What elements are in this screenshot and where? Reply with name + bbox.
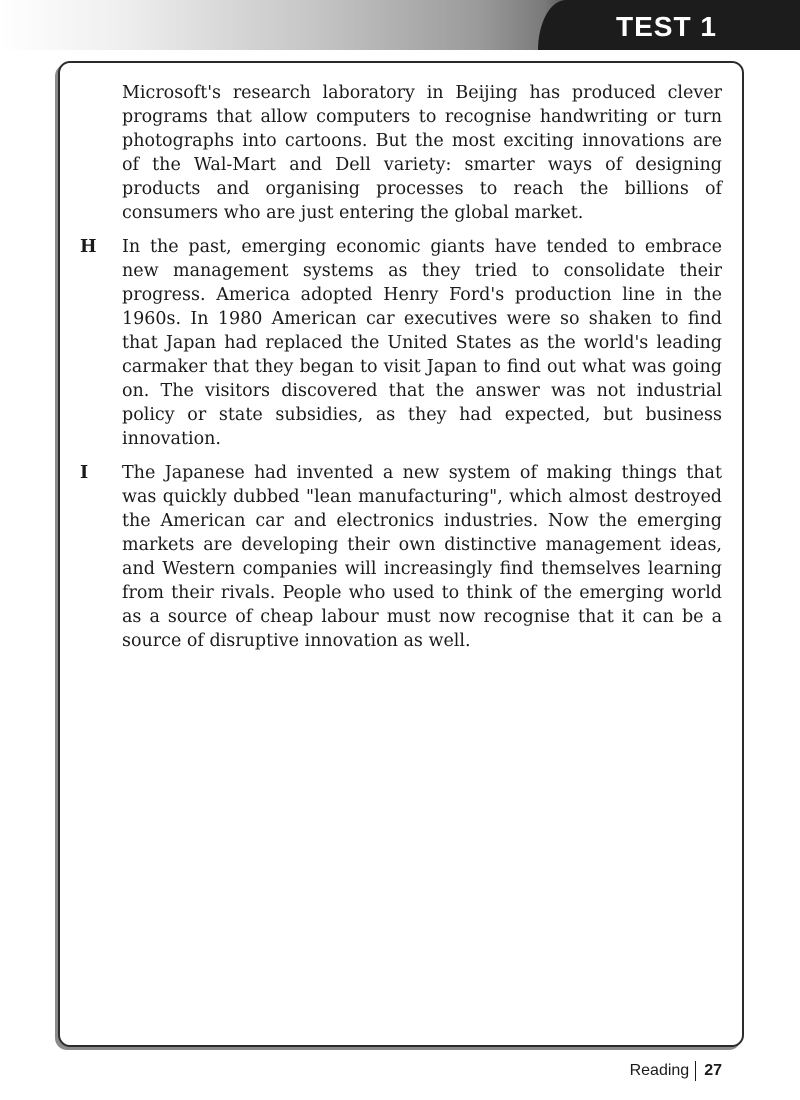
test-label: TEST 1: [538, 0, 800, 50]
page-footer: [630, 1060, 722, 1082]
paragraph-continued: [80, 81, 722, 225]
paragraph-text: The Japanese had invented a new system of making things that was quickly dubbed "lean manufacturing", which almost destroyed the American car and electronics industries. Now the emerging markets are developing their own distinctive management ideas, and Western companies will increasingly find themselves learning from their rivals. People who used to think of the emerging world as a source of cheap labour must now recognise that it can be a source of disruptive innovation as well.: [122, 463, 722, 651]
paragraph-text: In the past, emerging economic giants have tended to embrace new management systems as they tried to consolidate their progress. America adopted Henry Ford's production line in the 1960s. In 1980 American car executives were so shaken to find that Japan had replaced the United States as the world's leading carmaker that they began to visit Japan to find out what was going on. The visitors discovered that the answer was not industrial policy or state subsidies, as they had expected, but business innovation.: [122, 237, 722, 449]
passage-content: [80, 81, 722, 663]
paragraph-letter: I: [80, 463, 89, 483]
section-label: Reading: [629, 1062, 690, 1079]
paragraph-i: [80, 461, 722, 653]
paragraph-letter: H: [80, 237, 97, 257]
paragraph-h: [80, 235, 722, 451]
paragraph-text: Microsoft's research laboratory in Beijing has produced clever programs that allow computers to recognise handwriting or turn photographs into cartoons. But the most exciting innovations are of the Wal-Mart and Dell variety: smarter ways of designing products and organising processes to reach the billions of consumers who are just entering the global market.: [122, 83, 722, 223]
page-number: 27: [704, 1062, 722, 1079]
